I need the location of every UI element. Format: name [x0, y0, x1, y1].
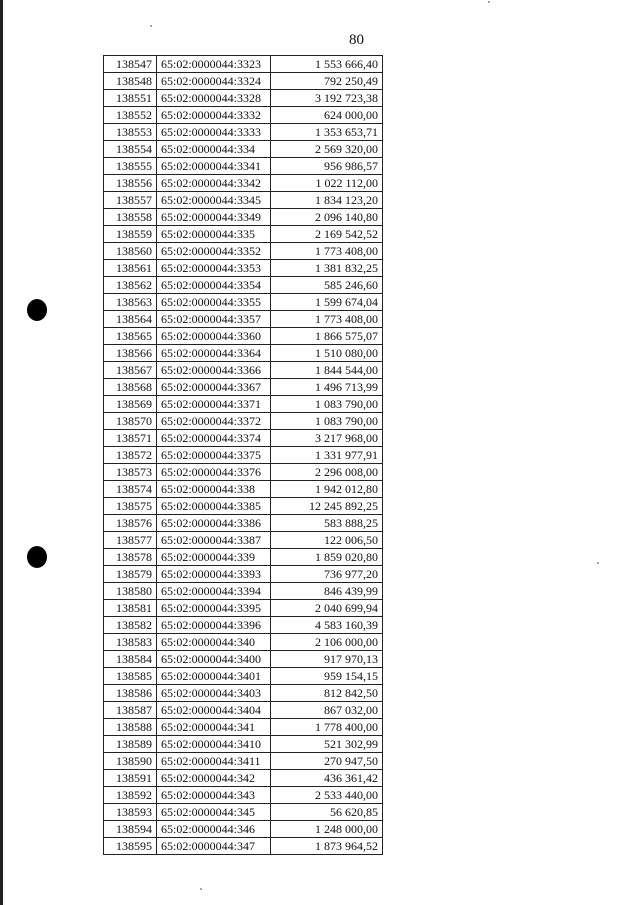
table-row [104, 515, 383, 532]
table-row [104, 379, 383, 396]
table-row [104, 600, 383, 617]
cadastral-value-cell: 1 599 674,04 [271, 294, 383, 311]
cadastral-value-cell: 12 245 892,25 [271, 498, 383, 515]
cadastral-value-cell: 1 083 790,00 [271, 413, 383, 430]
table-row [104, 396, 383, 413]
row-id-cell: 138562 [104, 277, 157, 294]
cadastral-number-cell: 65:02:0000044:345 [157, 804, 271, 821]
cadastral-value-cell: 583 888,25 [271, 515, 383, 532]
cadastral-number-cell: 65:02:0000044:3374 [157, 430, 271, 447]
cadastral-value-cell: 1 773 408,00 [271, 243, 383, 260]
table-row [104, 651, 383, 668]
row-id-cell: 138563 [104, 294, 157, 311]
row-id-cell: 138556 [104, 175, 157, 192]
row-id-cell: 138578 [104, 549, 157, 566]
table-row [104, 498, 383, 515]
cadastral-value-cell: 4 583 160,39 [271, 617, 383, 634]
table-row [104, 549, 383, 566]
cadastral-number-cell: 65:02:0000044:338 [157, 481, 271, 498]
table-row [104, 158, 383, 175]
row-id-cell: 138552 [104, 107, 157, 124]
cadastral-number-cell: 65:02:0000044:347 [157, 838, 271, 855]
table-row [104, 226, 383, 243]
row-id-cell: 138569 [104, 396, 157, 413]
cadastral-value-cell: 1 844 544,00 [271, 362, 383, 379]
cadastral-value-cell: 1 553 666,40 [271, 56, 383, 73]
table-row [104, 464, 383, 481]
cadastral-value-cell: 585 246,60 [271, 277, 383, 294]
row-id-cell: 138547 [104, 56, 157, 73]
cadastral-value-cell: 1 331 977,91 [271, 447, 383, 464]
table-row [104, 362, 383, 379]
scan-speck [488, 1, 490, 3]
scan-speck [200, 888, 202, 890]
cadastral-number-cell: 65:02:0000044:3323 [157, 56, 271, 73]
cadastral-value-cell: 3 192 723,38 [271, 90, 383, 107]
cadastral-number-cell: 65:02:0000044:3400 [157, 651, 271, 668]
row-id-cell: 138583 [104, 634, 157, 651]
cadastral-number-cell: 65:02:0000044:3395 [157, 600, 271, 617]
cadastral-value-cell: 56 620,85 [271, 804, 383, 821]
table-row [104, 107, 383, 124]
table-row [104, 311, 383, 328]
row-id-cell: 138557 [104, 192, 157, 209]
row-id-cell: 138573 [104, 464, 157, 481]
cadastral-value-cell: 867 032,00 [271, 702, 383, 719]
cadastral-number-cell: 65:02:0000044:340 [157, 634, 271, 651]
cadastral-number-cell: 65:02:0000044:3385 [157, 498, 271, 515]
cadastral-number-cell: 65:02:0000044:3324 [157, 73, 271, 90]
row-id-cell: 138586 [104, 685, 157, 702]
cadastral-value-cell: 1 083 790,00 [271, 396, 383, 413]
cadastral-value-cell: 2 169 542,52 [271, 226, 383, 243]
cadastral-number-cell: 65:02:0000044:341 [157, 719, 271, 736]
cadastral-value-cell: 1 353 653,71 [271, 124, 383, 141]
cadastral-number-cell: 65:02:0000044:3353 [157, 260, 271, 277]
table-row [104, 532, 383, 549]
cadastral-value-cell: 1 873 964,52 [271, 838, 383, 855]
table-row [104, 583, 383, 600]
table-row [104, 175, 383, 192]
table-row [104, 685, 383, 702]
cadastral-number-cell: 65:02:0000044:3401 [157, 668, 271, 685]
row-id-cell: 138559 [104, 226, 157, 243]
table-row [104, 617, 383, 634]
cadastral-number-cell: 65:02:0000044:3357 [157, 311, 271, 328]
cadastral-value-cell: 2 106 000,00 [271, 634, 383, 651]
row-id-cell: 138576 [104, 515, 157, 532]
cadastral-value-cell: 624 000,00 [271, 107, 383, 124]
cadastral-number-cell: 65:02:0000044:335 [157, 226, 271, 243]
table-body [104, 56, 383, 855]
cadastral-value-cell: 436 361,42 [271, 770, 383, 787]
cadastral-value-cell: 1 496 713,99 [271, 379, 383, 396]
table-row [104, 328, 383, 345]
row-id-cell: 138594 [104, 821, 157, 838]
table-row [104, 838, 383, 855]
punch-hole-lower [27, 546, 47, 568]
cadastral-number-cell: 65:02:0000044:3342 [157, 175, 271, 192]
row-id-cell: 138587 [104, 702, 157, 719]
row-id-cell: 138579 [104, 566, 157, 583]
row-id-cell: 138548 [104, 73, 157, 90]
row-id-cell: 138592 [104, 787, 157, 804]
table-row [104, 481, 383, 498]
cadastral-number-cell: 65:02:0000044:3411 [157, 753, 271, 770]
cadastral-number-cell: 65:02:0000044:3367 [157, 379, 271, 396]
cadastral-number-cell: 65:02:0000044:3375 [157, 447, 271, 464]
cadastral-number-cell: 65:02:0000044:3403 [157, 685, 271, 702]
scan-speck [150, 25, 152, 27]
cadastral-value-cell: 2 040 699,94 [271, 600, 383, 617]
cadastral-number-cell: 65:02:0000044:3345 [157, 192, 271, 209]
cadastral-number-cell: 65:02:0000044:3393 [157, 566, 271, 583]
cadastral-number-cell: 65:02:0000044:3355 [157, 294, 271, 311]
cadastral-value-cell: 1 859 020,80 [271, 549, 383, 566]
table-row [104, 719, 383, 736]
row-id-cell: 138582 [104, 617, 157, 634]
cadastral-number-cell: 65:02:0000044:3396 [157, 617, 271, 634]
row-id-cell: 138589 [104, 736, 157, 753]
cadastral-number-cell: 65:02:0000044:339 [157, 549, 271, 566]
cadastral-number-cell: 65:02:0000044:3360 [157, 328, 271, 345]
row-id-cell: 138574 [104, 481, 157, 498]
row-id-cell: 138585 [104, 668, 157, 685]
row-id-cell: 138566 [104, 345, 157, 362]
table-row [104, 821, 383, 838]
cadastral-value-cell: 1 510 080,00 [271, 345, 383, 362]
cadastral-number-cell: 65:02:0000044:3410 [157, 736, 271, 753]
cadastral-value-cell: 792 250,49 [271, 73, 383, 90]
row-id-cell: 138564 [104, 311, 157, 328]
row-id-cell: 138593 [104, 804, 157, 821]
cadastral-value-cell: 1 022 112,00 [271, 175, 383, 192]
row-id-cell: 138577 [104, 532, 157, 549]
row-id-cell: 138555 [104, 158, 157, 175]
row-id-cell: 138570 [104, 413, 157, 430]
table-row [104, 753, 383, 770]
cadastral-value-cell: 270 947,50 [271, 753, 383, 770]
scan-edge-shadow [0, 0, 3, 905]
cadastral-value-cell: 956 986,57 [271, 158, 383, 175]
row-id-cell: 138591 [104, 770, 157, 787]
cadastral-number-cell: 65:02:0000044:342 [157, 770, 271, 787]
cadastral-number-cell: 65:02:0000044:3371 [157, 396, 271, 413]
row-id-cell: 138595 [104, 838, 157, 855]
row-id-cell: 138551 [104, 90, 157, 107]
row-id-cell: 138565 [104, 328, 157, 345]
table-row [104, 345, 383, 362]
page-number: 80 [349, 32, 364, 48]
row-id-cell: 138584 [104, 651, 157, 668]
cadastral-number-cell: 65:02:0000044:3376 [157, 464, 271, 481]
cadastral-value-cell: 1 834 123,20 [271, 192, 383, 209]
table-row [104, 787, 383, 804]
cadastral-number-cell: 65:02:0000044:343 [157, 787, 271, 804]
cadastral-number-cell: 65:02:0000044:3354 [157, 277, 271, 294]
table-row [104, 141, 383, 158]
row-id-cell: 138560 [104, 243, 157, 260]
row-id-cell: 138581 [104, 600, 157, 617]
cadastral-value-cell: 812 842,50 [271, 685, 383, 702]
row-id-cell: 138571 [104, 430, 157, 447]
row-id-cell: 138553 [104, 124, 157, 141]
scan-speck [597, 562, 599, 564]
cadastral-value-cell: 917 970,13 [271, 651, 383, 668]
cadastral-number-cell: 65:02:0000044:3372 [157, 413, 271, 430]
row-id-cell: 138554 [104, 141, 157, 158]
table-row [104, 209, 383, 226]
cadastral-value-cell: 2 533 440,00 [271, 787, 383, 804]
table-row [104, 192, 383, 209]
cadastral-number-cell: 65:02:0000044:3387 [157, 532, 271, 549]
cadastral-number-cell: 65:02:0000044:3366 [157, 362, 271, 379]
cadastral-value-cell: 1 381 832,25 [271, 260, 383, 277]
cadastral-number-cell: 65:02:0000044:3333 [157, 124, 271, 141]
cadastral-value-cell: 1 942 012,80 [271, 481, 383, 498]
table-row [104, 56, 383, 73]
cadastral-number-cell: 65:02:0000044:3352 [157, 243, 271, 260]
table-row [104, 294, 383, 311]
cadastral-value-cell: 122 006,50 [271, 532, 383, 549]
cadastral-number-cell: 65:02:0000044:3404 [157, 702, 271, 719]
table-row [104, 124, 383, 141]
cadastral-number-cell: 65:02:0000044:3349 [157, 209, 271, 226]
table-row [104, 447, 383, 464]
cadastral-number-cell: 65:02:0000044:346 [157, 821, 271, 838]
table-row [104, 770, 383, 787]
cadastral-number-cell: 65:02:0000044:3364 [157, 345, 271, 362]
table-row [104, 702, 383, 719]
cadastral-value-cell: 1 866 575,07 [271, 328, 383, 345]
cadastral-value-cell: 846 439,99 [271, 583, 383, 600]
cadastral-value-cell: 1 773 408,00 [271, 311, 383, 328]
table-row [104, 634, 383, 651]
table-row [104, 804, 383, 821]
cadastral-number-cell: 65:02:0000044:3341 [157, 158, 271, 175]
cadastral-value-cell: 2 569 320,00 [271, 141, 383, 158]
cadastral-number-cell: 65:02:0000044:3328 [157, 90, 271, 107]
cadastral-number-cell: 65:02:0000044:334 [157, 141, 271, 158]
cadastral-value-cell: 736 977,20 [271, 566, 383, 583]
cadastral-value-table [103, 55, 383, 855]
cadastral-number-cell: 65:02:0000044:3386 [157, 515, 271, 532]
table-row [104, 430, 383, 447]
table-row [104, 73, 383, 90]
row-id-cell: 138580 [104, 583, 157, 600]
row-id-cell: 138558 [104, 209, 157, 226]
table-row [104, 260, 383, 277]
cadastral-value-cell: 959 154,15 [271, 668, 383, 685]
cadastral-value-cell: 521 302,99 [271, 736, 383, 753]
table-row [104, 277, 383, 294]
row-id-cell: 138567 [104, 362, 157, 379]
row-id-cell: 138572 [104, 447, 157, 464]
table-row [104, 243, 383, 260]
row-id-cell: 138590 [104, 753, 157, 770]
cadastral-number-cell: 65:02:0000044:3394 [157, 583, 271, 600]
cadastral-value-cell: 2 096 140,80 [271, 209, 383, 226]
row-id-cell: 138561 [104, 260, 157, 277]
table-row [104, 413, 383, 430]
cadastral-value-cell: 1 248 000,00 [271, 821, 383, 838]
table-row [104, 668, 383, 685]
row-id-cell: 138568 [104, 379, 157, 396]
table-row [104, 736, 383, 753]
cadastral-value-cell: 2 296 008,00 [271, 464, 383, 481]
table-row [104, 90, 383, 107]
table-row [104, 566, 383, 583]
cadastral-number-cell: 65:02:0000044:3332 [157, 107, 271, 124]
row-id-cell: 138588 [104, 719, 157, 736]
cadastral-value-cell: 1 778 400,00 [271, 719, 383, 736]
punch-hole-upper [27, 299, 47, 321]
cadastral-value-cell: 3 217 968,00 [271, 430, 383, 447]
row-id-cell: 138575 [104, 498, 157, 515]
